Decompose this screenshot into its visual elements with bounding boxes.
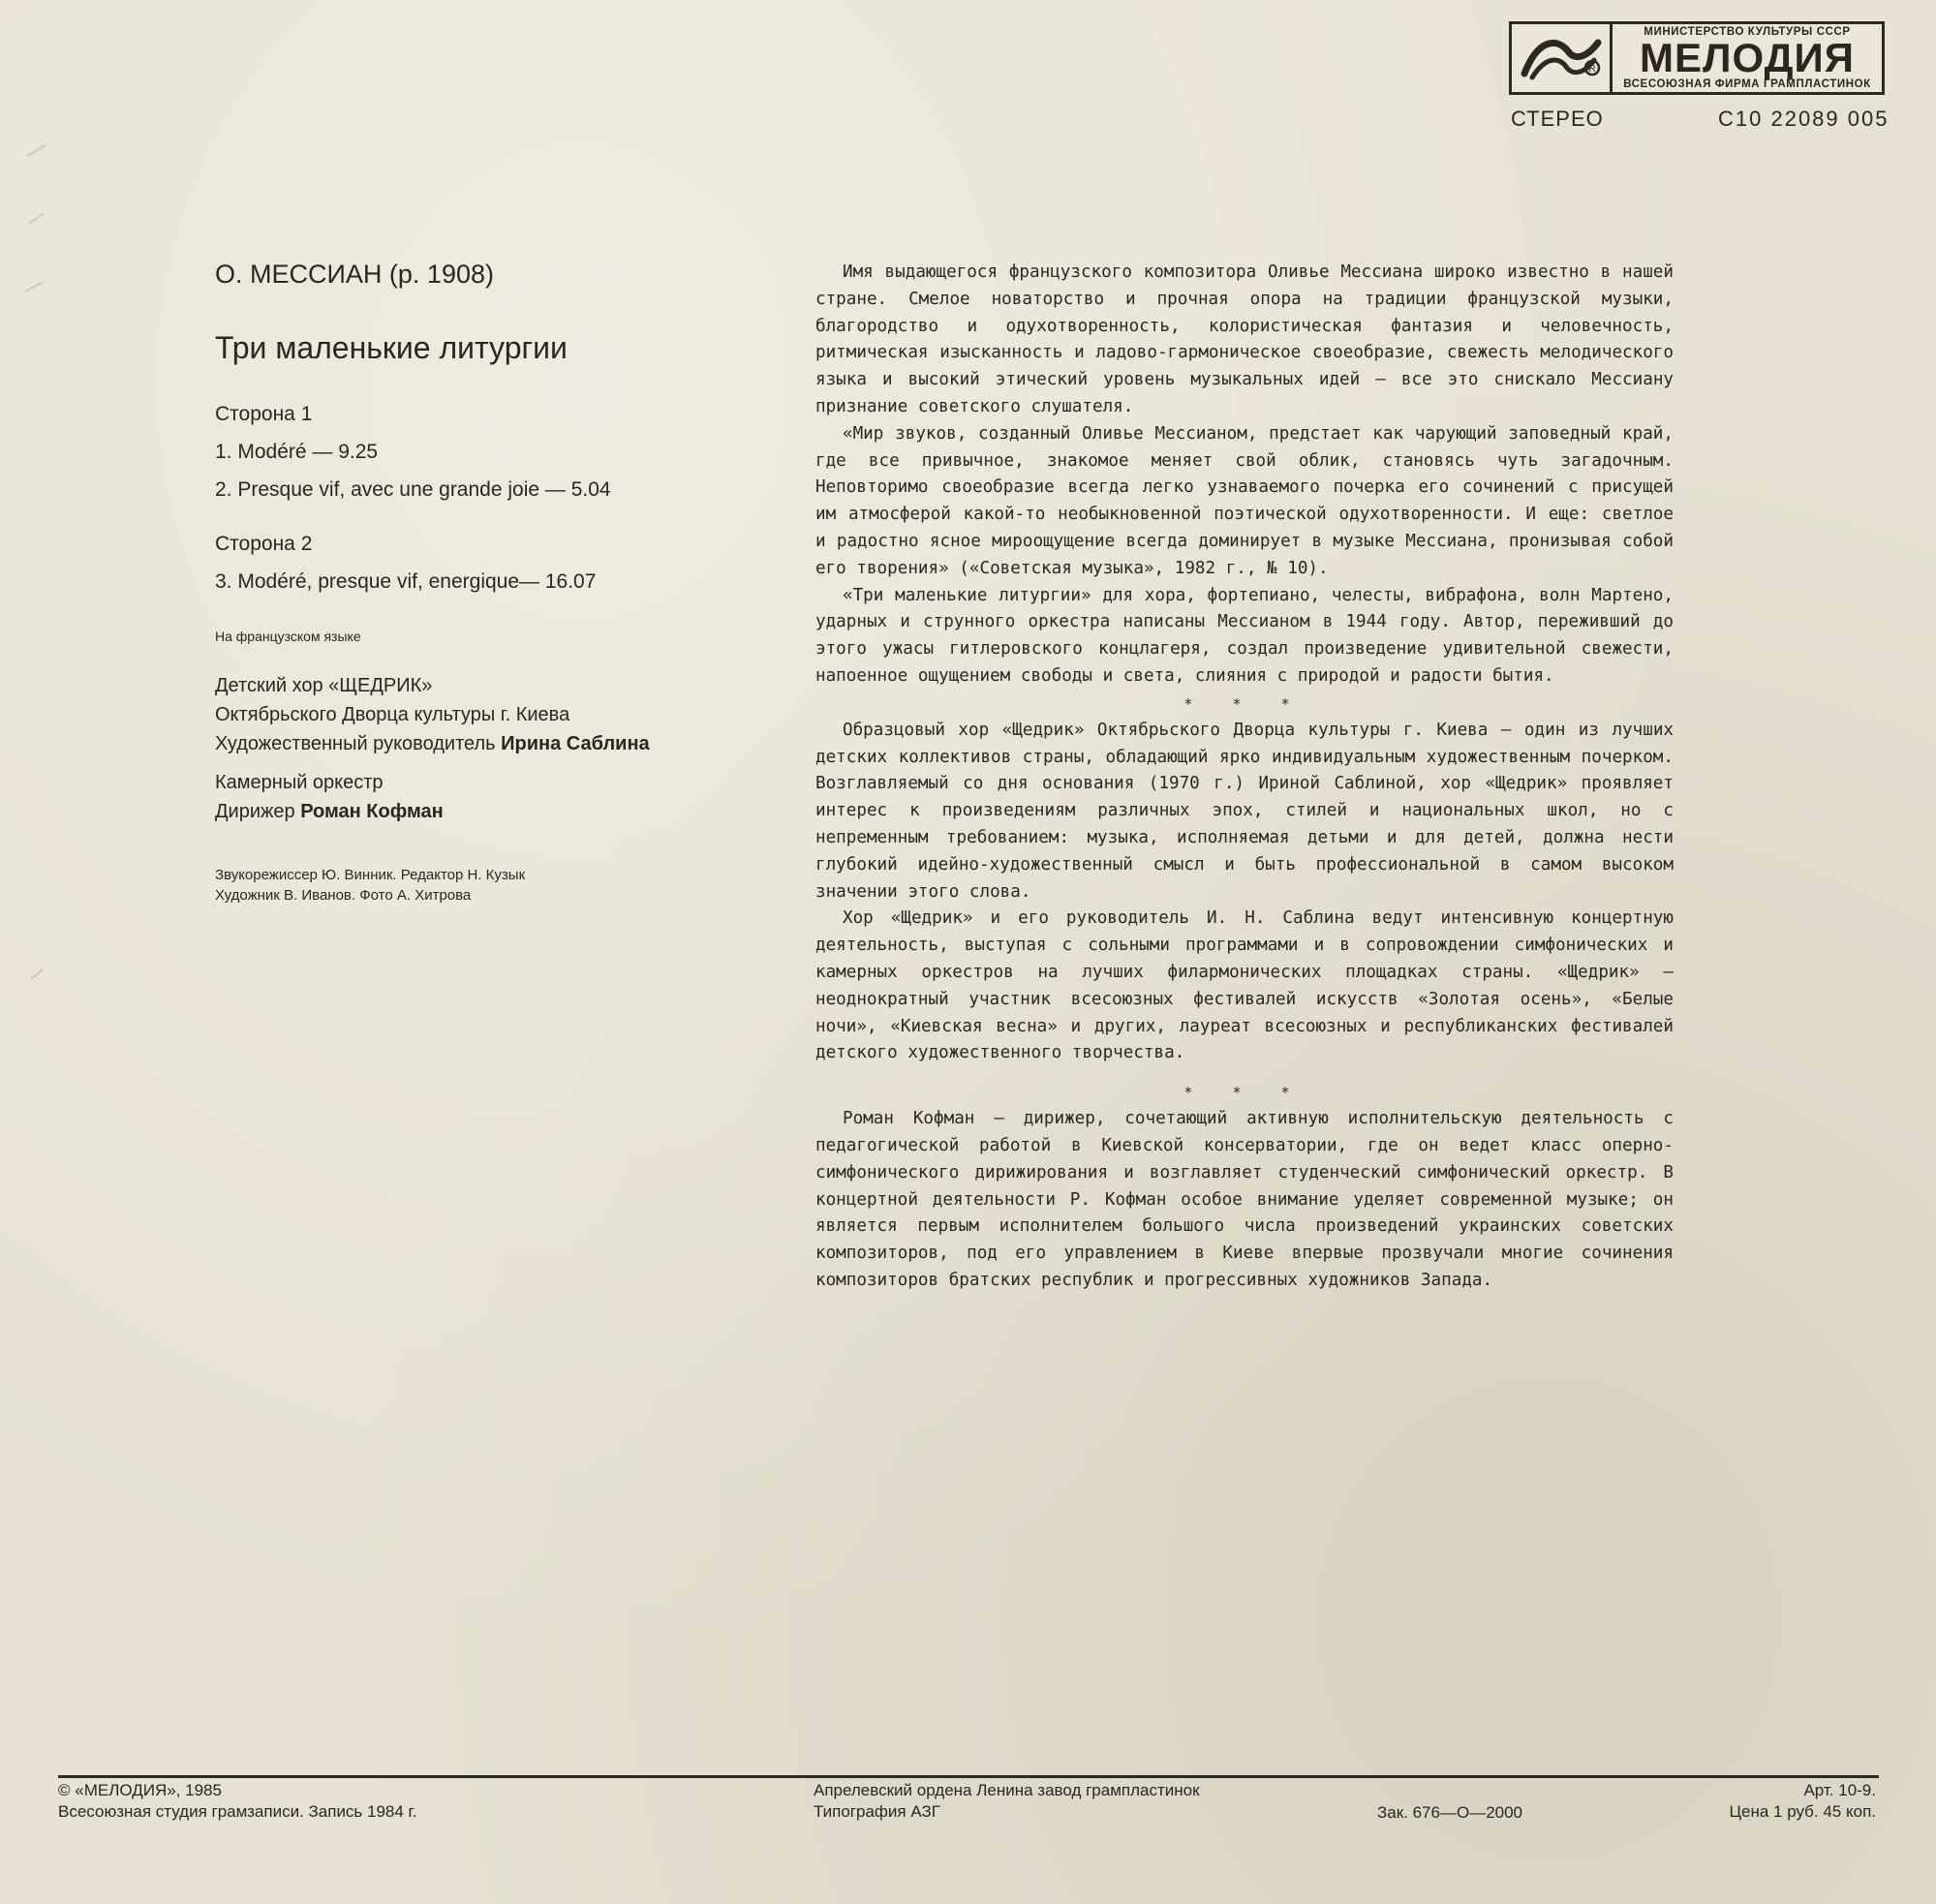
spacer — [815, 1067, 1674, 1079]
notes-paragraph-1: Имя выдающегося французского композитора Оливье Мессиана широко известно в нашей стране. Смелое новаторство и прочная опора на традиции французской музыки, благородство и одухотворенность, колористическая фантазия и человечность, ритмическая изысканность и ладово-гармоническое своеобразие, свежесть мелодического языка и высокий этический уровень музыкальных идей — все это снискало Мессиану признание советского слушателя. — [815, 262, 1674, 416]
melodiya-logo — [1509, 21, 1885, 95]
logo-firm-line: ВСЕСОЮЗНАЯ ФИРМА ГРАМПЛАСТИНОК — [1623, 78, 1871, 90]
price-line: Цена 1 руб. 45 коп. — [1729, 1802, 1876, 1821]
format-label: СТЕРЕО — [1511, 107, 1604, 131]
paper-scratch — [28, 213, 44, 225]
credits-line-1: Звукорежиссер Ю. Винник. Редактор Н. Кузык — [215, 867, 526, 883]
side-2-label: Сторона 2 — [215, 533, 313, 555]
performers-block — [215, 671, 796, 826]
catalog-number: С10 22089 005 — [1718, 107, 1890, 131]
liner-notes — [815, 260, 1674, 1295]
article-line: Арт. 10-9. — [1803, 1781, 1876, 1799]
director-prefix: Художественный руководитель — [215, 733, 502, 754]
footer-order: Зак. 676—О—2000 — [1377, 1803, 1523, 1822]
logo-wordmark — [1613, 24, 1882, 92]
footer-rule — [58, 1775, 1879, 1778]
work-title: Три маленькие литургии — [215, 330, 568, 365]
copyright-line: © «МЕЛОДИЯ», 1985 — [58, 1781, 222, 1799]
logo-brand: МЕЛОДИЯ — [1640, 35, 1855, 80]
paper-scratch — [30, 968, 44, 980]
footer-copyright — [58, 1780, 416, 1823]
notes-paragraph-6: Роман Кофман — дирижер, сочетающий активную исполнительскую деятельность с педагогической работой в Киевской консерватории, где он ведет класс оперно-симфонического дирижирования и возглавляет студенческий симфонический оркестр. В концертной деятельности Р. Кофман особое внимание уделяет современной музыке; он является первым исполнителем большого числа произведений украинских советских композиторов, под его управлением в Киеве впервые прозвучали многие сочинения композиторов братских республик и прогрессивных художников Запада. — [815, 1109, 1674, 1290]
track-1: 1. Modéré — 9.25 — [215, 441, 379, 463]
footer-price — [1729, 1780, 1876, 1823]
production-credits — [215, 865, 796, 906]
choir-name: Детский хор «ЩЕДРИК» — [215, 675, 433, 696]
conductor-name: Роман Кофман — [300, 801, 444, 822]
director-name: Ирина Саблина — [501, 733, 650, 754]
section-separator: * * * — [1183, 694, 1306, 713]
notes-paragraph-5: Хор «Щедрик» и его руководитель И. Н. Саблина ведут интенсивную концертную деятельность, выступая с сольными программами и в сопровождении симфонических и камерных оркестров на лучших филармонических площадках страны. «Щедрик» — неоднократный участник всесоюзных фестивалей искусств «Золотая осень», «Белые ночи», «Киевская весна» и других, лауреат всесоюзных и республиканских фестивалей детского художественного творчества. — [815, 908, 1674, 1063]
svg-text:R: R — [1587, 64, 1596, 75]
footer-manufacturer — [814, 1780, 1200, 1823]
plant-line: Апрелевский ордена Ленина завод грампластинок — [814, 1781, 1200, 1799]
notes-paragraph-2: «Мир звуков, созданный Оливье Мессианом, предстает как чарующий заповедный край, где все привычное, знакомое меняет свой облик, становясь чуть загадочным. Неповторимо своеобразие всегда легко узнаваемого почерка его сочинений с присущей им атмосферой какой-то необыкновенной поэтической одухотворенности. И еще: светлое и радостно ясное мироощущение всегда доминирует в музыке Мессиана, пронизывая собой его творения» («Советская музыка», 1982 г., № 10). — [815, 423, 1674, 578]
notes-paragraph-4: Образцовый хор «Щедрик» Октябрьского Дворца культуры г. Киева — один из лучших детских коллективов страны, обладающий ярко индивидуальным художественным почерком. Возглавляемый со дня основания (1970 г.) Ириной Саблиной, хор «Щедрик» проявляет интерес к произведениям различных эпох, стилей и национальных школ, но с непременным требованием: музыка, исполняемая детьми и для детей, должна нести глубокий идейно-художественный смысл и быть профессиональной в самом высоком значении этого слова. — [815, 720, 1674, 902]
paper-scratch — [27, 144, 46, 157]
program-column — [215, 260, 796, 906]
logo-ministry-line: МИНИСТЕРСТВО КУЛЬТУРЫ СССР — [1644, 26, 1851, 38]
orchestra-name: Камерный оркестр — [215, 772, 384, 793]
track-2: 2. Presque vif, avec une grande joie — 5.04 — [215, 478, 611, 501]
choir-director — [215, 729, 796, 758]
melodiya-emblem-icon — [1512, 24, 1613, 92]
composer-name: О. МЕССИАН (р. 1908) — [215, 260, 494, 289]
side-1-label: Сторона 1 — [215, 403, 313, 425]
section-separator: * * * — [1183, 1084, 1306, 1102]
track-3: 3. Modéré, presque vif, energique— 16.07 — [215, 570, 597, 593]
printing-line: Типография АЗГ — [814, 1802, 940, 1821]
conductor — [215, 797, 796, 826]
paper-scratch — [25, 282, 44, 292]
choir-affiliation: Октябрьского Дворца культуры г. Киева — [215, 704, 570, 725]
studio-line: Всесоюзная студия грамзаписи. Запись 1984 г. — [58, 1802, 417, 1821]
language-note: На французском языке — [215, 629, 361, 644]
notes-paragraph-3: «Три маленькие литургии» для хора, фортепиано, челесты, вибрафона, волн Мартено, ударных и струнного оркестра написаны Мессианом в 1944 году. Автор, переживший до этого ужасы гитлеровского концлагеря, создал произведение удивительной свежести, напоенное ощущением свободы и света, слияния с природой и радости бытия. — [815, 585, 1674, 686]
credits-line-2: Художник В. Иванов. Фото А. Хитрова — [215, 887, 472, 904]
conductor-prefix: Дирижер — [215, 801, 301, 822]
